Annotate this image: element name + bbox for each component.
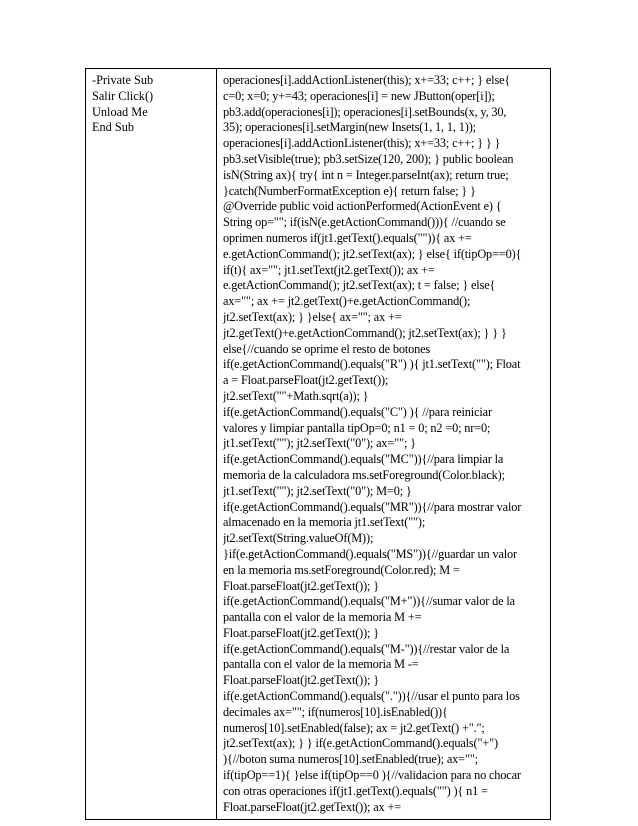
- code-line: ){//boton suma numeros[10].setEnabled(true); ax="";: [223, 752, 478, 767]
- code-line: memoria de la calculadora ms.setForeground(Color.black);: [223, 467, 505, 482]
- code-line: 35); operaciones[i].setMargin(new Insets(1, 1, 1, 1));: [223, 120, 476, 135]
- code-line: jt2.setText(String.valueOf(M));: [223, 531, 374, 546]
- code-line: jt2.setText(ax); } }else{ ax=""; ax +=: [223, 309, 402, 324]
- code-line: jt1.setText(""); jt2.setText("0"); ax=""; }: [223, 436, 416, 451]
- code-line: Float.parseFloat(jt2.getText()); ax +=: [223, 799, 402, 814]
- code-line: String op=""; if(isN(e.getActionCommand())){ //cuando se: [223, 215, 506, 230]
- code-line: operaciones[i].addActionListener(this); x+=33; c++; } else{: [223, 73, 511, 87]
- code-line: decimales ax=""; if(numeros[10].isEnabled()){: [223, 704, 448, 719]
- code-line: almacenado en la memoria jt1.setText("");: [223, 515, 426, 530]
- left-line: -Private Sub: [92, 73, 154, 87]
- code-line: if(e.getActionCommand().equals("C") ){ //para reiniciar: [223, 404, 492, 419]
- code-line: isN(String ax){ try{ int n = Integer.parseInt(ax); return true;: [223, 167, 509, 182]
- code-cell: [217, 69, 551, 820]
- code-line: oprimen numeros if(jt1.getText().equals("")){ ax +=: [223, 230, 472, 245]
- code-line: jt2.setText(ax); } } if(e.getActionCommand().equals("+"): [223, 736, 498, 751]
- code-line: Float.parseFloat(jt2.getText()); }: [223, 673, 380, 688]
- code-line: if(e.getActionCommand().equals("MR")){//para mostrar valor: [223, 499, 522, 514]
- code-line: ax=""; ax += jt2.getText()+e.getActionCommand();: [223, 294, 471, 309]
- code-line: pantalla con el valor de la memoria M -=: [223, 657, 419, 672]
- code-line: if(e.getActionCommand().equals("R") ){ jt1.setText(""); Float: [223, 357, 521, 372]
- table-row: [86, 69, 551, 820]
- code-line: pb3.add(operaciones[i]); operaciones[i].setBounds(x, y, 30,: [223, 104, 507, 119]
- code-line: Float.parseFloat(jt2.getText()); }: [223, 578, 380, 593]
- code-line: if(e.getActionCommand().equals("MC")){//para limpiar la: [223, 452, 504, 467]
- code-line: }if(e.getActionCommand().equals("MS")){//guardar un valor: [223, 546, 517, 561]
- code-line: a = Float.parseFloat(jt2.getText());: [223, 373, 389, 388]
- code-line: e.getActionCommand(); jt2.setText(ax); t = false; } else{: [223, 278, 496, 293]
- code-line: @Override public void actionPerformed(ActionEvent e) {: [223, 199, 502, 214]
- left-line: Salir Click(): [92, 88, 154, 103]
- code-line: en la memoria ms.setForeground(Color.red); M =: [223, 562, 460, 577]
- code-line: if(e.getActionCommand().equals("M-")){//restar valor de la: [223, 641, 510, 656]
- code-line: if(tipOp==1){ }else if(tipOp==0 ){//validacion para no chocar: [223, 768, 521, 783]
- code-line: e.getActionCommand(); jt2.setText(ax); } else{ if(tipOp==0){: [223, 246, 522, 261]
- code-line: pantalla con el valor de la memoria M +=: [223, 610, 422, 625]
- code-line: Float.parseFloat(jt2.getText()); }: [223, 625, 380, 640]
- code-line: pb3.setVisible(true); pb3.setSize(120, 200); } public boolean: [223, 151, 514, 166]
- code-line: if(t){ ax=""; jt1.setText(jt2.getText()); ax +=: [223, 262, 435, 277]
- code-line: c=0; x=0; y+=43; operaciones[i] = new JButton(oper[i]);: [223, 88, 495, 103]
- code-line: jt1.setText(""); jt2.setText("0"); M=0; }: [223, 483, 412, 498]
- left-line: End Sub: [92, 120, 135, 135]
- left-cell: [86, 69, 217, 820]
- left-line: Unload Me: [92, 104, 148, 119]
- code-line: con otras operaciones if(jt1.getText().equals("") ){ n1 =: [223, 783, 488, 798]
- code-line: jt2.getText()+e.getActionCommand(); jt2.setText(ax); } } }: [223, 325, 507, 340]
- code-table: [85, 68, 551, 820]
- code-line: if(e.getActionCommand().equals(".")){//usar el punto para los: [223, 689, 520, 704]
- code-line: }catch(NumberFormatException e){ return false; } }: [223, 183, 476, 198]
- code-line: operaciones[i].addActionListener(this); x+=33; c++; } } }: [223, 136, 501, 151]
- code-line: if(e.getActionCommand().equals("M+")){//sumar valor de la: [223, 594, 515, 609]
- code-line: jt2.setText(""+Math.sqrt(a)); }: [223, 388, 369, 403]
- code-line: else{//cuando se oprime el resto de botones: [223, 341, 431, 356]
- code-line: valores y limpiar pantalla tipOp=0; n1 = 0; n2 =0; nr=0;: [223, 420, 491, 435]
- code-line: numeros[10].setEnabled(false); ax = jt2.getText() +".";: [223, 720, 485, 735]
